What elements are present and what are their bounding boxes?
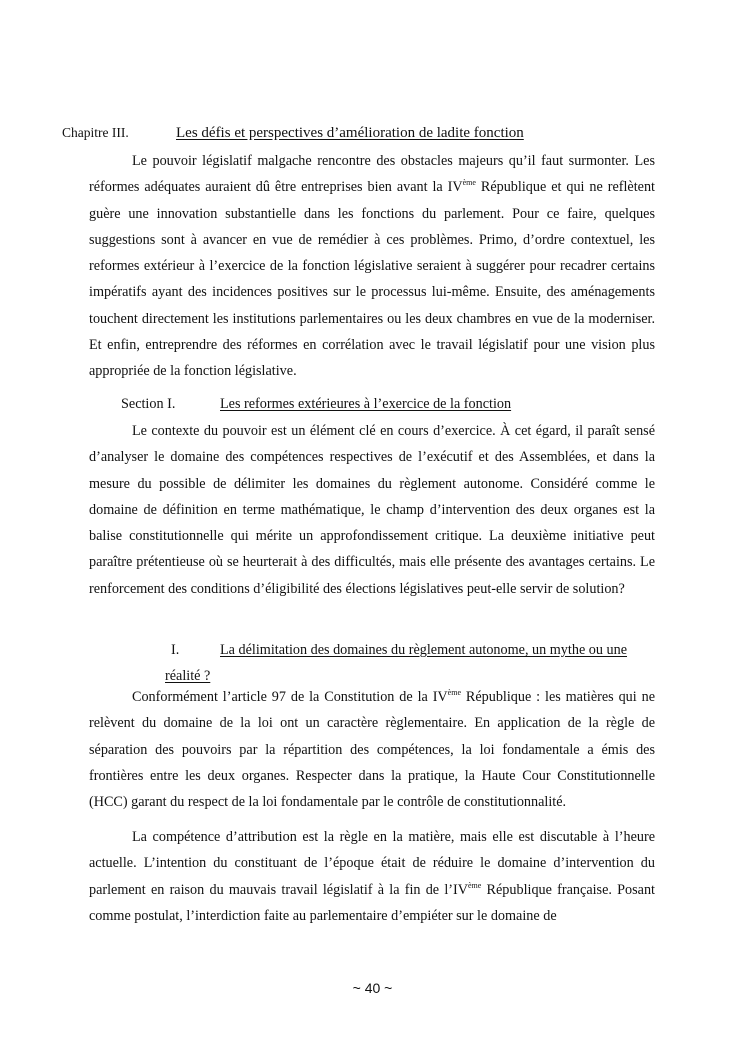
para3-text-1: Conformément l’article 97 de la Constitution de la IV	[132, 689, 448, 705]
subsection-title-line1: La délimitation des domaines du règlement autonome, un mythe ou une	[220, 642, 628, 658]
para4-text-1: La compétence d’attribution est la règle en la matière, mais elle est discutable à l’heure actuelle. L’intention du constituant de l’époque était de réduire le domaine d’intervention du parlement en raison du mauvais travail législatif à la fin de l’IV	[89, 829, 655, 898]
section-heading	[121, 396, 511, 413]
paragraph-article-97	[89, 684, 655, 815]
intro-paragraph	[89, 148, 655, 385]
chapter-heading	[62, 125, 662, 142]
intro-text-2: République et qui ne reflètent guère une innovation substantielle dans les fonctions du parlement. Pour ce faire, quelques suggestions sont à avancer en vue de remédier à ces problèmes. Primo, d’ordre contextuel, les reformes extérieur à l’exercice de la fonction législative seraient à suggérer pour recadrer certains impératifs ayant des incidences positives sur le processus lui-même. Ensuite, des aménagements touchent directement les institutions parlementaires ou les deux chambres en vue de la moderniser. Et enfin, entreprendre des réformes en corrélation avec le travail législatif pour une vision plus appropriée de la fonction législative.	[89, 179, 655, 380]
subsection-number: I.	[171, 642, 180, 658]
section-text: Le contexte du pouvoir est un élément clé en cours d’exercice. À cet égard, il paraît sensé d’analyser le domaine des compétences respectives de l’exécutif et des Assemblées, et dans la mesure du possible de délimiter les domaines du règlement autonome. Considéré comme le domaine de définition en terme mathématique, le champ d’intervention des deux organes est la balise constitutionnelle qui mérite un approfondissement critique. La deuxième initiative peut paraître prétentieuse où se heurterait à des difficultés, mais elle présente des avantages certains. Le renforcement des conditions d’éligibilité des élections législatives peut-elle servir de solution?	[89, 423, 655, 597]
chapter-title: Les défis et perspectives d’amélioration de ladite fonction	[176, 125, 524, 141]
section-paragraph	[89, 418, 655, 602]
para4-sup: ème	[467, 880, 482, 890]
para3-text-2: République : les matières qui ne relèvent du domaine de la loi ont un caractère règlementaire. En application de la règle de séparation des pouvoirs par la répartition des compétences, la loi fondamentale a émis des frontières entre les deux organes. Respecter dans la pratique, la Haute Cour Constitutionnelle (HCC) garant du respect de la loi fondamentale par le contrôle de constitutionnalité.	[89, 689, 655, 811]
chapter-label: Chapitre III.	[62, 125, 129, 140]
page-number: ~ 40 ~	[352, 980, 393, 996]
intro-sup: ème	[462, 178, 476, 188]
intro-text-1: Le pouvoir législatif malgache rencontre des obstacles majeurs qu’il faut surmonter. Les réformes adéquates auraient dû être entreprises bien avant la IV	[89, 153, 655, 196]
paragraph-competence	[89, 824, 655, 929]
para3-sup: ème	[447, 688, 461, 697]
para4-text-2: République française. Posant comme postulat, l’interdiction faite au parlementaire d’empiéter sur le domaine de	[89, 881, 655, 924]
subsection-title-line2: réalité ?	[165, 668, 211, 684]
section-title: Les reformes extérieures à l’exercice de la fonction	[220, 396, 512, 412]
section-label: Section I.	[121, 396, 176, 412]
subsection-heading	[163, 637, 655, 689]
